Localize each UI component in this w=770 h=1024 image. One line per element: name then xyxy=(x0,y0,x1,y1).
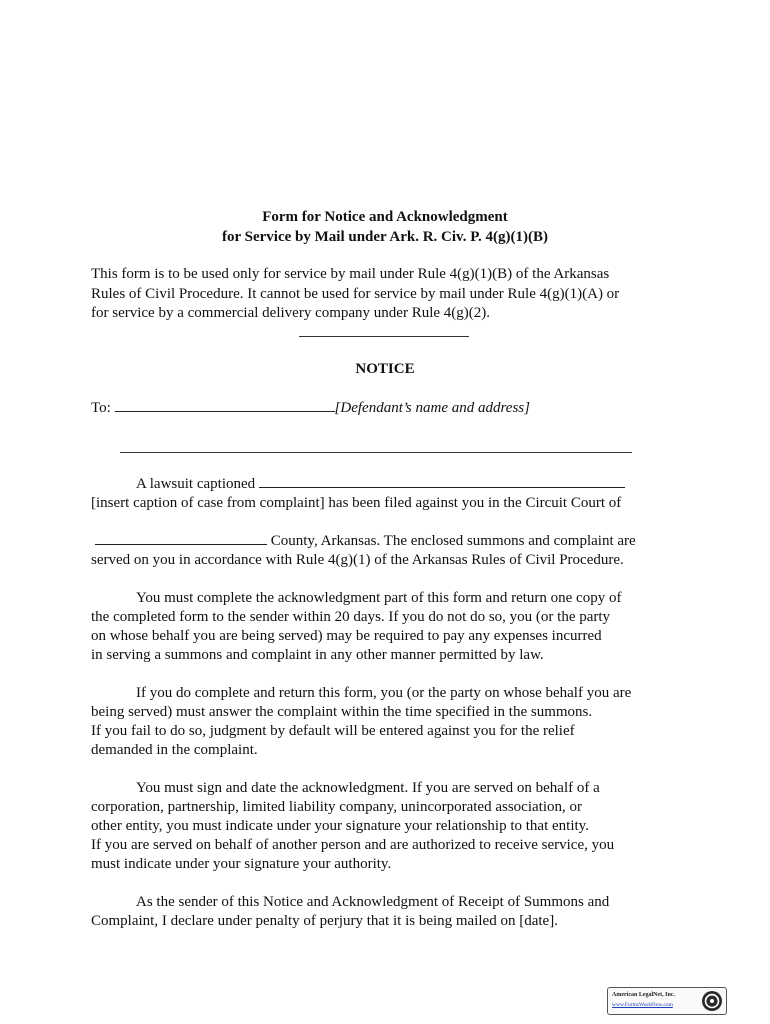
paragraph-line: corporation, partnership, limited liability company, unincorporated association, or xyxy=(91,799,582,815)
lawsuit-line1 xyxy=(136,475,625,494)
paragraph-line: If you fail to do so, judgment by default will be entered against you for the relief xyxy=(91,723,575,739)
defendant-hint: [Defendant’s name and address] xyxy=(334,400,530,416)
caption-blank[interactable] xyxy=(259,475,625,488)
address-blank-line[interactable] xyxy=(120,452,632,453)
section-separator xyxy=(299,336,469,337)
lawsuit-line: served on you in accordance with Rule 4(g)(1) of the Arkansas Rules of Civil Procedure. xyxy=(91,552,624,568)
paragraph-line: being served) must answer the complaint within the time specified in the summons. xyxy=(91,704,593,720)
paragraph-line: Complaint, I declare under penalty of perjury that it is being mailed on [date]. xyxy=(91,913,558,929)
intro-line: This form is to be used only for service by mail under Rule 4(g)(1)(B) of the Arkansas xyxy=(91,266,610,282)
notice-heading: NOTICE xyxy=(355,361,415,377)
footer-logo[interactable] xyxy=(607,987,727,1015)
defendant-blank[interactable] xyxy=(115,399,335,412)
form-title-line1: Form for Notice and Acknowledgment xyxy=(262,209,508,225)
form-title-line2: for Service by Mail under Ark. R. Civ. P. 4(g)(1)(B) xyxy=(222,229,548,245)
paragraph-line: must indicate under your signature your authority. xyxy=(91,856,392,872)
paragraph-line: If you do complete and return this form, you (or the party on whose behalf you are xyxy=(136,685,632,701)
to-label: To: xyxy=(91,400,111,416)
paragraph-line: the completed form to the sender within 20 days. If you do not do so, you (or the party xyxy=(91,609,611,625)
county-text: County, Arkansas. The enclosed summons and complaint are xyxy=(270,533,636,549)
to-line xyxy=(91,399,530,418)
paragraph-line: You must complete the acknowledgment part of this form and return one copy of xyxy=(136,590,622,606)
company-name: American LegalNet, Inc. xyxy=(612,992,675,998)
lawsuit-caption-label: A lawsuit captioned xyxy=(136,476,256,492)
paragraph-line: on whose behalf you are being served) may be required to pay any expenses incurred xyxy=(91,628,602,644)
paragraph-line: other entity, you must indicate under your signature your relationship to that entity. xyxy=(91,818,589,834)
lawsuit-line: [insert caption of case from complaint] has been filed against you in the Circuit Court of xyxy=(91,495,622,511)
company-url[interactable]: www.FormsWorkFlow.com xyxy=(612,1002,673,1008)
county-line xyxy=(95,532,636,551)
paragraph-line: in serving a summons and complaint in any other manner permitted by law. xyxy=(91,647,544,663)
paragraph-line: If you are served on behalf of another person and are authorized to receive service, you xyxy=(91,837,615,853)
paragraph-line: You must sign and date the acknowledgment. If you are served on behalf of a xyxy=(136,780,600,796)
intro-line: Rules of Civil Procedure. It cannot be used for service by mail under Rule 4(g)(1)(A) or xyxy=(91,286,620,302)
intro-line: for service by a commercial delivery company under Rule 4(g)(2). xyxy=(91,305,491,321)
paragraph-line: As the sender of this Notice and Acknowledgment of Receipt of Summons and xyxy=(136,894,610,910)
alnet-globe-icon xyxy=(700,989,724,1013)
county-blank[interactable] xyxy=(95,532,267,545)
paragraph-line: demanded in the complaint. xyxy=(91,742,258,758)
